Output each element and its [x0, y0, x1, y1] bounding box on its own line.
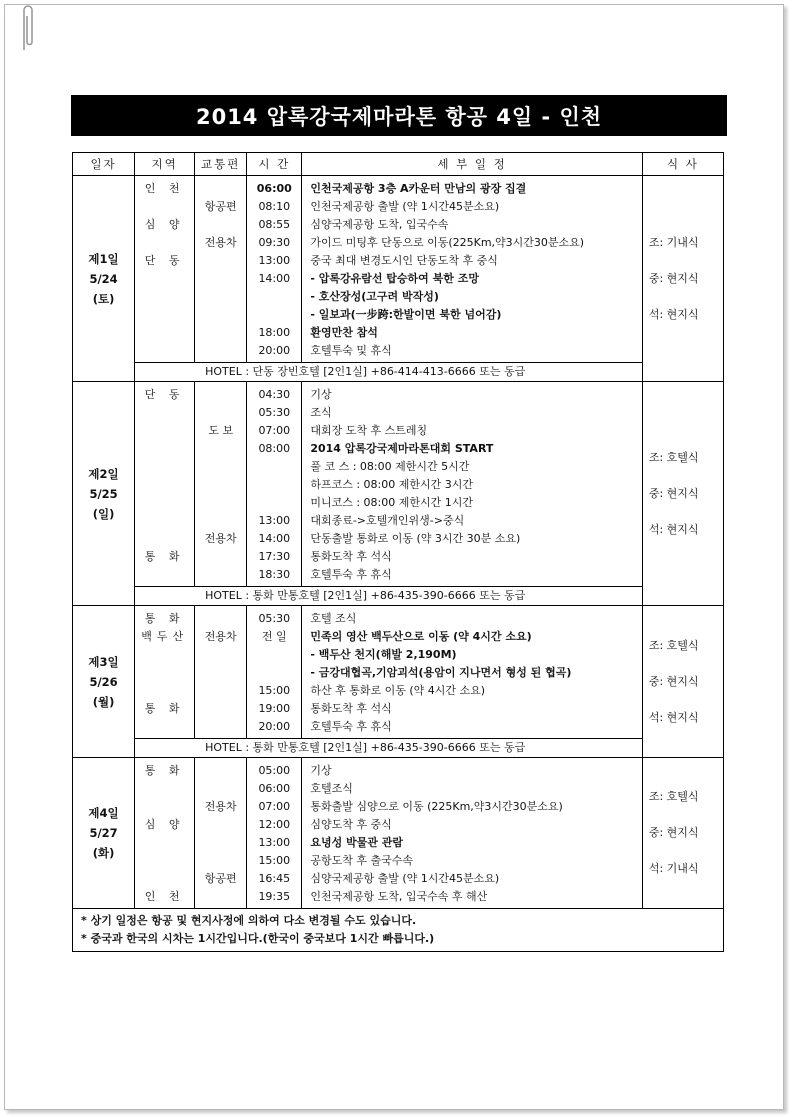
- details-line: - 압록강유람선 탑승하여 북한 조망: [310, 272, 479, 285]
- time-line: 19:00: [258, 702, 291, 715]
- region-line: [135, 852, 194, 870]
- transport-line: [195, 288, 246, 306]
- region-line: [135, 566, 194, 584]
- region-line: [135, 324, 194, 342]
- meal-line: 중: 현지식: [648, 271, 699, 285]
- transport-line: [195, 494, 246, 512]
- time-line: 08:00: [258, 442, 291, 455]
- time-line: 06:00: [256, 182, 292, 195]
- transport-line: [195, 270, 246, 288]
- transport-line: [195, 404, 246, 422]
- hotel-row: [73, 739, 724, 758]
- region-line: [135, 306, 194, 324]
- time-cell: [247, 176, 302, 363]
- header-transport: 교통편: [195, 153, 247, 176]
- time-line: [247, 306, 301, 324]
- transport-line: [195, 512, 246, 530]
- day-dow: (화): [92, 846, 115, 860]
- details-line: 호텔투숙 후 휴식: [310, 720, 392, 733]
- details-line: 호텔투숙 및 휴식: [310, 344, 392, 357]
- meal-cell: [642, 176, 723, 382]
- day-dow: (월): [92, 694, 115, 709]
- details-cell: [302, 758, 643, 909]
- region-line: [135, 664, 194, 682]
- transport-line: [195, 762, 246, 780]
- time-line: 05:00: [258, 764, 291, 777]
- region-line: 인 천: [144, 182, 185, 195]
- transport-line: 전용차: [204, 532, 237, 545]
- meal-line: 석: 현지식: [648, 522, 699, 536]
- note-line: * 중국과 한국의 시차는 1시간입니다.(한국이 중국보다 1시간 빠릅니다.): [81, 932, 435, 945]
- time-line: 08:55: [258, 218, 291, 231]
- region-line: 통 화: [144, 550, 185, 563]
- day-label-cell: [73, 606, 135, 758]
- transport-line: 항공편: [204, 200, 237, 213]
- hotel-info: HOTEL : 통화 만통호텔 [2인1실] +86-435-390-6666 또는 동급: [135, 587, 643, 606]
- details-line: - 일보과(一步跨:한발이면 북한 넘어감): [310, 308, 502, 321]
- details-line: 조식: [310, 406, 332, 419]
- details-line: 2014 압록강국제마라톤대회 START: [310, 442, 494, 455]
- region-line: [135, 530, 194, 548]
- transport-line: [195, 440, 246, 458]
- meal-line: 중: 현지식: [648, 486, 699, 500]
- day-row: [73, 606, 724, 739]
- details-line: 미니코스 : 08:00 제한시간 1시간: [310, 496, 473, 509]
- details-line: 통화도착 후 석식: [310, 702, 392, 715]
- details-cell: [302, 176, 643, 363]
- details-line: 대회종료->호텔개인위생->중식: [310, 514, 465, 527]
- details-line: 하산 후 통화로 이동 (약 4시간 소요): [310, 684, 486, 697]
- region-line: [135, 342, 194, 360]
- header-row: [73, 153, 724, 176]
- hotel-row: [73, 587, 724, 606]
- hotel-info: HOTEL : 통화 만통호텔 [2인1실] +86-435-390-6666 또는 동급: [135, 739, 643, 758]
- time-cell: [247, 382, 302, 587]
- meal-line: 조: 기내식: [648, 235, 699, 249]
- details-line: 심양국제공항 출발 (약 1시간45분소요): [310, 872, 500, 885]
- details-line: 인천국제공항 출발 (약 1시간45분소요): [310, 200, 500, 213]
- transport-line: [195, 664, 246, 682]
- meal-line: 조: 호텔식: [648, 450, 699, 464]
- time-line: 20:00: [258, 344, 291, 357]
- region-line: [135, 494, 194, 512]
- time-line: 14:00: [258, 272, 291, 285]
- header-day: 일자: [73, 153, 135, 176]
- time-line: [247, 664, 301, 682]
- region-line: [135, 718, 194, 736]
- time-line: 19:35: [258, 890, 291, 903]
- transport-line: [195, 646, 246, 664]
- time-line: 12:00: [258, 818, 291, 831]
- day-row: [73, 176, 724, 363]
- time-cell: [247, 606, 302, 739]
- region-line: [135, 780, 194, 798]
- region-line: 통 화: [144, 764, 185, 777]
- time-line: [247, 646, 301, 664]
- details-line: 호텔 조식: [310, 612, 357, 625]
- time-line: [247, 476, 301, 494]
- transport-line: [195, 252, 246, 270]
- meal-cell: [642, 758, 723, 909]
- details-line: 환영만찬 참석: [310, 326, 378, 339]
- header-time: 시 간: [247, 153, 302, 176]
- transport-line: [195, 780, 246, 798]
- details-line: 통화도착 후 석식: [310, 550, 392, 563]
- meal-line: 조: 호텔식: [648, 638, 699, 652]
- transport-line: [195, 816, 246, 834]
- meal-cell: [642, 606, 723, 758]
- day-label: 제2일: [88, 466, 119, 481]
- meal-cell: [642, 382, 723, 606]
- meal-line: 석: 현지식: [648, 710, 699, 724]
- time-line: 08:10: [258, 200, 291, 213]
- day-row: [73, 382, 724, 587]
- region-line: [135, 476, 194, 494]
- region-line: 단 동: [144, 388, 185, 401]
- meal-line: 조: 호텔식: [648, 790, 699, 803]
- transport-line: 전용차: [204, 630, 237, 643]
- transport-cell: [195, 382, 247, 587]
- day-dow: (일): [92, 506, 115, 521]
- meal-line: 석: 현지식: [648, 307, 699, 321]
- region-line: 단 동: [144, 254, 185, 267]
- details-line: 공항도착 후 출국수속: [310, 854, 413, 867]
- time-line: 09:30: [258, 236, 291, 249]
- day-label-cell: [73, 382, 135, 606]
- meal-line: 석: 기내식: [648, 862, 699, 875]
- details-line: 인천국제공항 3층 A카운터 만남의 광장 집결: [310, 182, 527, 195]
- transport-line: 항공편: [204, 872, 237, 885]
- day-label: 제4일: [88, 806, 119, 820]
- time-line: 13:00: [258, 514, 291, 527]
- transport-cell: [195, 606, 247, 739]
- details-line: - 호산장성(고구려 박작성): [310, 290, 439, 303]
- time-line: 20:00: [258, 720, 291, 733]
- day-date: 5/24: [89, 271, 118, 286]
- time-line: 18:30: [258, 568, 291, 581]
- time-line: 06:00: [258, 782, 291, 795]
- transport-line: [195, 548, 246, 566]
- day-row: [73, 758, 724, 909]
- page-title: 2014 압록강국제마라톤 항공 4일 - 인천: [71, 95, 727, 136]
- details-cell: [302, 606, 643, 739]
- time-line: 전 일: [261, 630, 287, 643]
- details-line: 풀 코 스 : 08:00 제한시간 5시간: [310, 460, 470, 473]
- day-label-cell: [73, 758, 135, 909]
- paper-clip-icon: [20, 2, 34, 54]
- day-date: 5/25: [89, 486, 118, 501]
- details-line: 중국 최대 변경도시인 단동도착 후 중식: [310, 254, 498, 267]
- time-line: 07:00: [258, 424, 291, 437]
- details-line: 단동출발 통화로 이동 (약 3시간 30분 소요): [310, 532, 521, 545]
- details-line: 호텔투숙 후 휴식: [310, 568, 392, 581]
- time-line: 13:00: [258, 254, 291, 267]
- transport-line: 전용차: [204, 236, 237, 249]
- header-details: 세 부 일 정: [302, 153, 643, 176]
- transport-line: [195, 834, 246, 852]
- region-line: [135, 198, 194, 216]
- region-line: [135, 458, 194, 476]
- details-line: 기상: [310, 388, 332, 401]
- transport-line: [195, 216, 246, 234]
- details-line: 인천국제공항 도착, 입국수속 후 해산: [310, 890, 488, 903]
- transport-line: [195, 682, 246, 700]
- day-dow: (토): [92, 291, 115, 306]
- region-line: 인 천: [144, 890, 185, 903]
- details-line: 가이드 미팅후 단동으로 이동(225Km,약3시간30분소요): [310, 236, 585, 249]
- transport-line: 도 보: [208, 424, 234, 437]
- time-line: 16:45: [258, 872, 291, 885]
- note-line: * 상기 일정은 항공 및 현지사정에 의하여 다소 변경될 수도 있습니다.: [81, 914, 417, 927]
- day-date: 5/27: [89, 826, 118, 840]
- transport-line: [195, 610, 246, 628]
- region-line: [135, 682, 194, 700]
- details-line: 심양도착 후 중식: [310, 818, 392, 831]
- transport-cell: [195, 176, 247, 363]
- transport-line: [195, 718, 246, 736]
- transport-line: [195, 324, 246, 342]
- region-line: [135, 646, 194, 664]
- details-line: 대회장 도착 후 스트레칭: [310, 424, 428, 437]
- time-line: 15:00: [258, 854, 291, 867]
- transport-line: [195, 888, 246, 906]
- time-line: 18:00: [258, 326, 291, 339]
- transport-line: [195, 566, 246, 584]
- region-line: [135, 234, 194, 252]
- region-line: 백두산: [141, 630, 189, 643]
- transport-line: [195, 386, 246, 404]
- hotel-row: [73, 363, 724, 382]
- region-line: 통 화: [144, 612, 185, 625]
- day-date: 5/26: [89, 674, 118, 689]
- time-cell: [247, 758, 302, 909]
- transport-line: [195, 852, 246, 870]
- region-line: [135, 798, 194, 816]
- transport-line: [195, 306, 246, 324]
- time-line: 05:30: [258, 406, 291, 419]
- day-label-cell: [73, 176, 135, 382]
- region-line: [135, 270, 194, 288]
- details-line: 요녕성 박물관 관람: [310, 836, 403, 849]
- region-line: [135, 404, 194, 422]
- region-line: [135, 422, 194, 440]
- meal-line: 중: 현지식: [648, 674, 699, 688]
- time-line: 15:00: [258, 684, 291, 697]
- region-cell: [135, 176, 195, 363]
- transport-line: [195, 458, 246, 476]
- region-line: [135, 834, 194, 852]
- details-line: 호텔조식: [310, 782, 353, 795]
- transport-line: [195, 700, 246, 718]
- region-cell: [135, 606, 195, 739]
- time-line: 14:00: [258, 532, 291, 545]
- header-meal: 식 사: [642, 153, 723, 176]
- region-line: 심 양: [144, 218, 185, 231]
- region-line: [135, 870, 194, 888]
- schedule-table: [72, 152, 724, 952]
- time-line: [247, 494, 301, 512]
- details-line: - 금강대협곡,기암괴석(용암이 지나면서 형성 된 협곡): [310, 666, 572, 679]
- transport-line: [195, 180, 246, 198]
- details-line: 통화출발 심양으로 이동 (225Km,약3시간30분소요): [310, 800, 563, 813]
- region-line: [135, 440, 194, 458]
- header-region: 지역: [135, 153, 195, 176]
- details-line: 하프코스 : 08:00 제한시간 3시간: [310, 478, 473, 491]
- region-line: 심 양: [144, 818, 185, 831]
- time-line: 17:30: [258, 550, 291, 563]
- time-line: [247, 458, 301, 476]
- region-cell: [135, 382, 195, 587]
- details-line: 기상: [310, 764, 332, 777]
- details-line: 심양국제공항 도착, 입국수속: [310, 218, 449, 231]
- details-line: - 백두산 천지(해발 2,190M): [310, 648, 457, 661]
- transport-line: [195, 476, 246, 494]
- time-line: 04:30: [258, 388, 291, 401]
- region-line: 통 화: [144, 702, 185, 715]
- hotel-info: HOTEL : 단동 장빈호텔 [2인1실] +86-414-413-6666 또는 동급: [135, 363, 643, 382]
- region-line: [135, 288, 194, 306]
- region-cell: [135, 758, 195, 909]
- region-line: [135, 512, 194, 530]
- day-label: 제3일: [88, 654, 119, 669]
- notes-section: [73, 909, 724, 952]
- details-cell: [302, 382, 643, 587]
- time-line: 05:30: [258, 612, 291, 625]
- meal-line: 중: 현지식: [648, 826, 699, 839]
- transport-line: [195, 342, 246, 360]
- time-line: [247, 288, 301, 306]
- transport-line: 전용차: [204, 800, 237, 813]
- day-label: 제1일: [88, 251, 119, 266]
- time-line: 13:00: [258, 836, 291, 849]
- transport-cell: [195, 758, 247, 909]
- details-line: 민족의 영산 백두산으로 이동 (약 4시간 소요): [310, 630, 532, 643]
- time-line: 07:00: [258, 800, 291, 813]
